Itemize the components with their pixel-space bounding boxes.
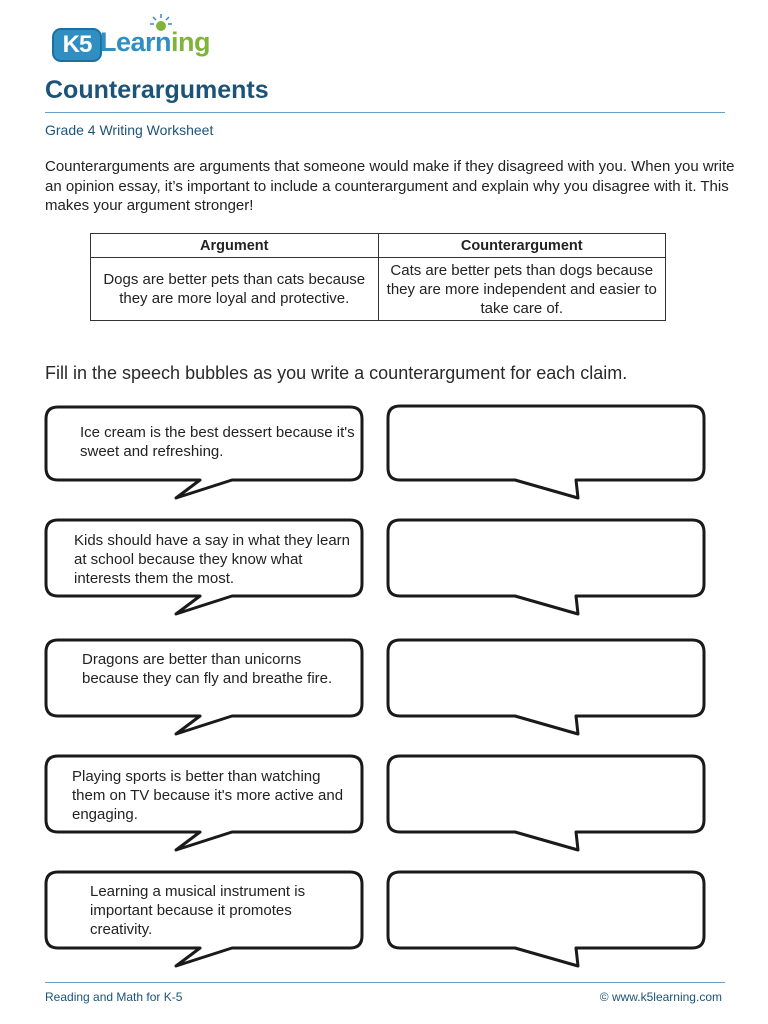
example-table: [90, 233, 666, 321]
table-row: [91, 258, 666, 321]
example-counterargument: Cats are better pets than dogs because they are more independent and easier to take care of.: [378, 258, 666, 321]
answer-bubble-4[interactable]: [388, 756, 704, 850]
intro-paragraph: Counterarguments are arguments that someone would make if they disagreed with you. When you write an opinion essay, it’s important to include a counterargument and explain why you disagree with it. This makes your argument stronger!: [45, 158, 735, 214]
logo-word-main: Learn: [100, 27, 172, 57]
answer-bubble-3[interactable]: [388, 640, 704, 734]
table-header-row: [91, 234, 666, 258]
claim-text-3: Dragons are better than unicorns because they can fly and breathe fire.: [82, 651, 333, 687]
logo-wordmark: [100, 27, 210, 58]
footer-website: © www.k5learning.com: [599, 990, 722, 1004]
worksheet-subtitle: Grade 4 Writing Worksheet: [45, 122, 214, 138]
answer-bubble-5[interactable]: [388, 872, 704, 966]
claim-text-2: Kids should have a say in what they learn at school because they know what interests them the most.: [74, 532, 350, 587]
answer-bubble-2[interactable]: [388, 520, 704, 614]
footer-divider: [45, 982, 725, 983]
k5-learning-logo: [46, 14, 216, 64]
page-title: Counterarguments: [45, 76, 269, 104]
header-counterargument: Counterargument: [378, 234, 666, 258]
claim-text-4: Playing sports is better than watching them on TV because it's more active and engaging.: [72, 768, 344, 823]
instruction-text: Fill in the speech bubbles as you write a counterargument for each claim.: [45, 363, 628, 383]
example-argument: Dogs are better pets than cats because they are more loyal and protective.: [91, 258, 379, 321]
claim-text-1: Ice cream is the best dessert because it's sweet and refreshing.: [80, 424, 355, 460]
claim-text-5: Learning a musical instrument is important because it promotes creativity.: [90, 883, 306, 938]
answer-bubble-1[interactable]: [388, 406, 704, 498]
title-divider: [45, 112, 725, 113]
logo-word-tail: ing: [171, 27, 211, 57]
logo-badge: K5: [52, 28, 102, 62]
header-argument: Argument: [91, 234, 379, 258]
footer-tagline: Reading and Math for K-5: [45, 990, 183, 1004]
